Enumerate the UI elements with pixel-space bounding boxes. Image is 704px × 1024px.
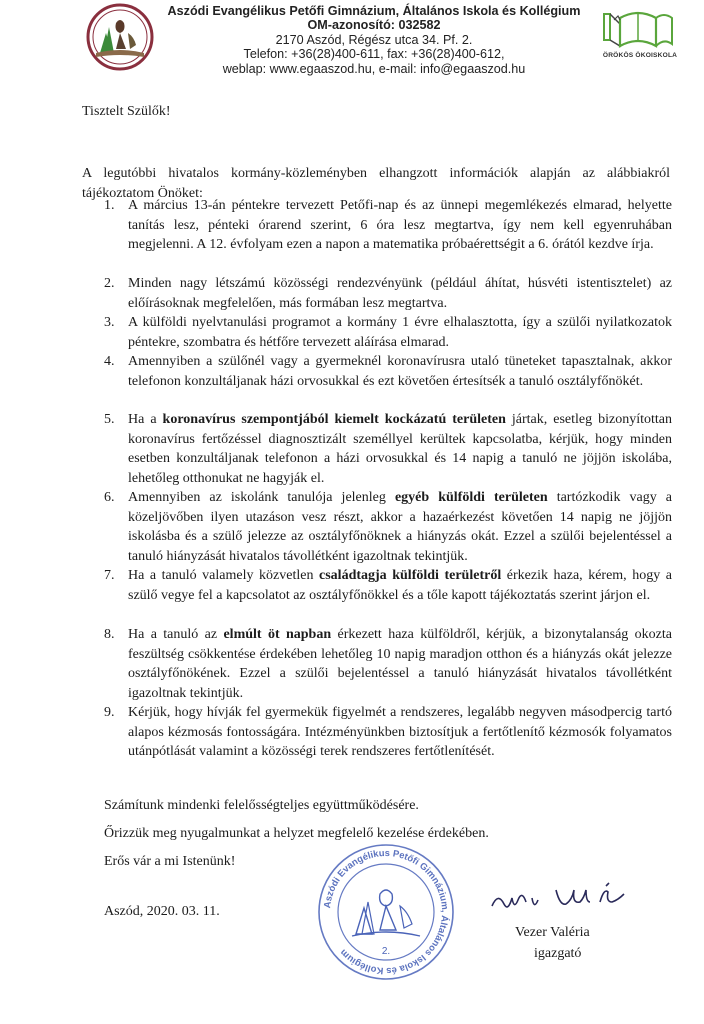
om-id: OM-azonosító: 032582 [307, 18, 441, 33]
item-number: 4. [104, 354, 115, 369]
item-text [128, 410, 672, 488]
address: 2170 Aszód, Régész utca 34. Pf. 2. [275, 32, 473, 47]
item-text-pre: Ha a tanuló valamely közvetlen [128, 568, 320, 583]
item-text: A március 13-án péntekre tervezett Petőfi-nap és az ünnepi megemlékezés elmarad, helyette tanítás lesz, pénteki órarend szerint, 6 óra lesz megtartva, így nem kell egyenruhában megjelenni. A 12. évfolyam ezen a napon a matematika próbaérettségit a 6. órától kezdve írja. [128, 198, 672, 252]
item-number: 3. [104, 315, 115, 330]
item-number: 6. [104, 490, 115, 505]
item-number: 9. [104, 705, 115, 720]
item-text-bold: koronavírus szempontjából kiemelt kockázatú területen [162, 412, 506, 427]
school-logo [86, 3, 154, 71]
item-text [128, 566, 672, 605]
item-number: 2. [104, 276, 115, 291]
signer-title: igazgató [534, 946, 582, 961]
web-email: weblap: www.egaaszod.hu, e-mail: info@egaaszod.hu [222, 61, 526, 76]
signer-name: Vezer Valéria [515, 925, 590, 940]
item-text: A külföldi nyelvtanulási programot a kormány 1 évre elhalasztotta, így a szülői nyilatkozatok péntekre, szombatra és hétfőre tervezett aláírása elmarad. [128, 315, 672, 350]
intro-paragraph: A legutóbbi hivatalos kormány-közleményben elhangzott információk alapján az alábbiakról tájékoztatom Önöket: [82, 166, 670, 201]
item-text-post: érkezik haza, kérem, hogy a szülő vegye fel a kapcsolatot az osztályfőnökkel és a tőle kapott tájékoztatás szerint járjon el. [128, 568, 672, 603]
svg-text:Aszódi Evangélikus Petőfi Gimn [321, 847, 451, 977]
item-text-bold: egyéb külföldi területen [394, 490, 548, 505]
item-text-post: tartózkodik vagy a közeljövőben ilyen utazáson vesz részt, akkor a hazaérkezést követően 14 napig ne jöjjön iskolásba és a szülő jelezze az osztályfőnöknek a hiányzás okát. Ezzel a szülői bejelentéssel a tanuló hiányzását hivatalos távollétként igazoltnak tekintjük. [128, 490, 673, 564]
item-text: Kérjük, hogy hívják fel gyermekük figyelmét a rendszeres, legalább negyven másodpercig tartó alapos kézmosás fontosságára. Intézményünkben biztosítjuk a fertőtlenítő kézmosók folyamatos utánpótlását valamint a közösségi terek rendszeres fertőtlenítését. [128, 705, 672, 759]
item-text-post: érkezett haza külföldről, kérjük, a bizonytalanság okozta feszültség csökkentése érdekében lehetőleg 10 napig maradjon otthon és a hiányzás okát jelezze osztályfőnökének. Ezzel a szülői bejelentéssel a tanuló hiányzását hivatalos távollétként igazoltnak tekintjük. [128, 627, 672, 701]
item-text [128, 488, 672, 566]
letterhead [160, 4, 588, 76]
handwritten-signature [488, 880, 638, 924]
closing-line-1: Számítunk mindenki felelősségteljes együttműködésére. [104, 798, 419, 813]
stamp-number: 2. [381, 946, 391, 957]
item-text-bold: elmúlt öt napban [223, 627, 332, 642]
item-text: Amennyiben a szülőnél vagy a gyermeknél koronavírusra utaló tüneteket tapasztalnak, akkor telefonon konzultáljanak házi orvosukkal és ezt követően értesítsék a tanuló osztályfőnökét. [128, 354, 672, 389]
item-text-post: jártak, esetleg bizonyítottan koronavírus fertőzéssel diagnosztizált személlyel kerültek kapcsolatba, kérjük, hogy minden esetben konzultáljanak telefonon a házi orvosukkal és 14 napig a tanuló ne jöjjön iskolába, lehetőleg otthonukat ne hagyják el. [128, 412, 672, 486]
item-text-pre: Ha a [128, 412, 163, 427]
official-stamp [316, 842, 456, 982]
closing-line-3: Erős vár a mi Istenünk! [104, 854, 236, 869]
date-place: Aszód, 2020. 03. 11. [104, 904, 220, 919]
item-text-pre: Ha a tanuló az [128, 627, 224, 642]
item-number: 1. [104, 198, 115, 213]
item-text: Minden nagy létszámú közösségi rendezvényünk (például áhítat, húsvéti istentisztelet) az előírásoknak megfelelően, más formában lesz megtartva. [128, 276, 672, 311]
closing-line-2: Őrizzük meg nyugalmunkat a helyzet megfelelő kezelése érdekében. [104, 826, 489, 841]
item-number: 7. [104, 568, 115, 583]
item-number: 5. [104, 412, 115, 427]
school-name: Aszódi Evangélikus Petőfi Gimnázium, Általános Iskola és Kollégium [167, 4, 581, 18]
stamp-ring-text: Aszódi Evangélikus Petőfi Gimnázium, Általános Iskola és Kollégium [321, 846, 452, 978]
item-number: 8. [104, 627, 115, 642]
salutation: Tisztelt Szülők! [82, 104, 171, 119]
item-text-pre: Amennyiben az iskolánk tanulója jelenleg [128, 490, 395, 505]
phone-fax: Telefon: +36(28)400-611, fax: +36(28)400-612, [243, 47, 505, 62]
eco-school-caption: ÖRÖKÖS ÖKOISKOLA [602, 52, 678, 59]
item-text-bold: családtagja külföldi területről [319, 568, 502, 583]
item-text [128, 625, 672, 703]
